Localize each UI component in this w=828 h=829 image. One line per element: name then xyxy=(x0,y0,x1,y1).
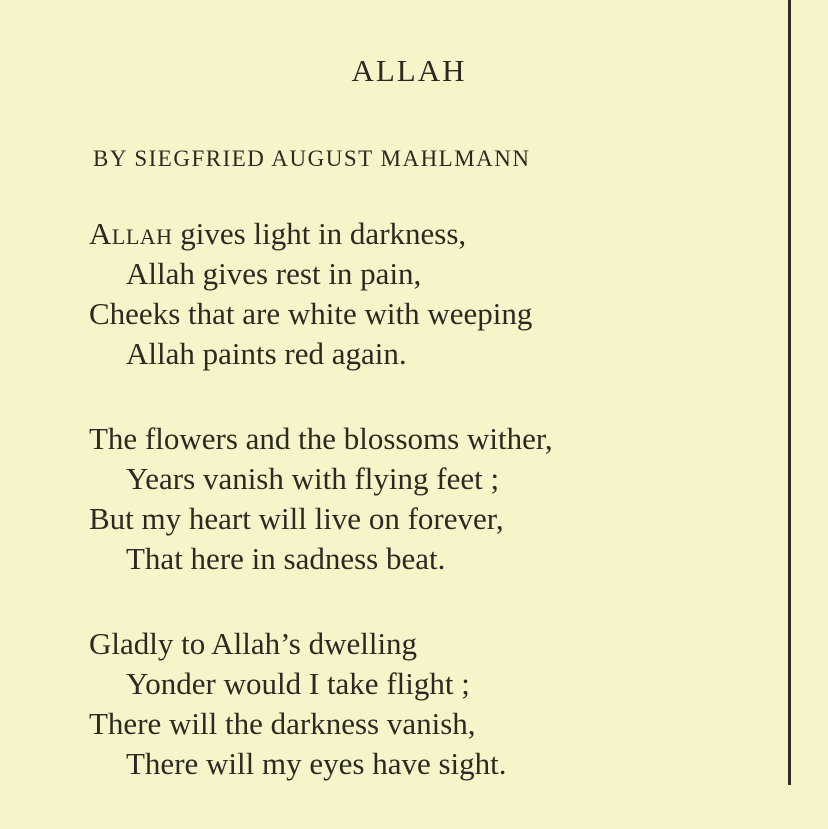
poem-line-text: gives light in darkness, xyxy=(172,216,467,251)
poem-line: There will my eyes have sight. xyxy=(126,746,507,781)
poem-line xyxy=(89,214,779,254)
poem-line: That here in sadness beat. xyxy=(126,541,446,576)
stanza-3 xyxy=(89,624,779,784)
poem-line: Cheeks that are white with weeping xyxy=(89,296,533,331)
stanza-1 xyxy=(89,214,779,374)
page-edge-rule xyxy=(788,0,791,785)
poem-line: Allah paints red again. xyxy=(126,336,407,371)
poem-line: Years vanish with flying feet ; xyxy=(126,461,500,496)
poem-line: The flowers and the blossoms wither, xyxy=(89,421,553,456)
poem-line-lead: Allah xyxy=(89,216,173,251)
poem-line: Gladly to Allah’s dwelling xyxy=(89,626,418,661)
poem-line: Yonder would I take flight ; xyxy=(126,666,470,701)
stanza-2 xyxy=(89,419,779,579)
poem-line: But my heart will live on forever, xyxy=(89,501,504,536)
poem-line: There will the darkness vanish, xyxy=(89,706,476,741)
poem-line: Allah gives rest in pain, xyxy=(126,256,422,291)
poem-title: ALLAH xyxy=(351,53,467,88)
poem-byline: BY SIEGFRIED AUGUST MAHLMANN xyxy=(93,146,531,171)
poem-body xyxy=(89,214,779,829)
